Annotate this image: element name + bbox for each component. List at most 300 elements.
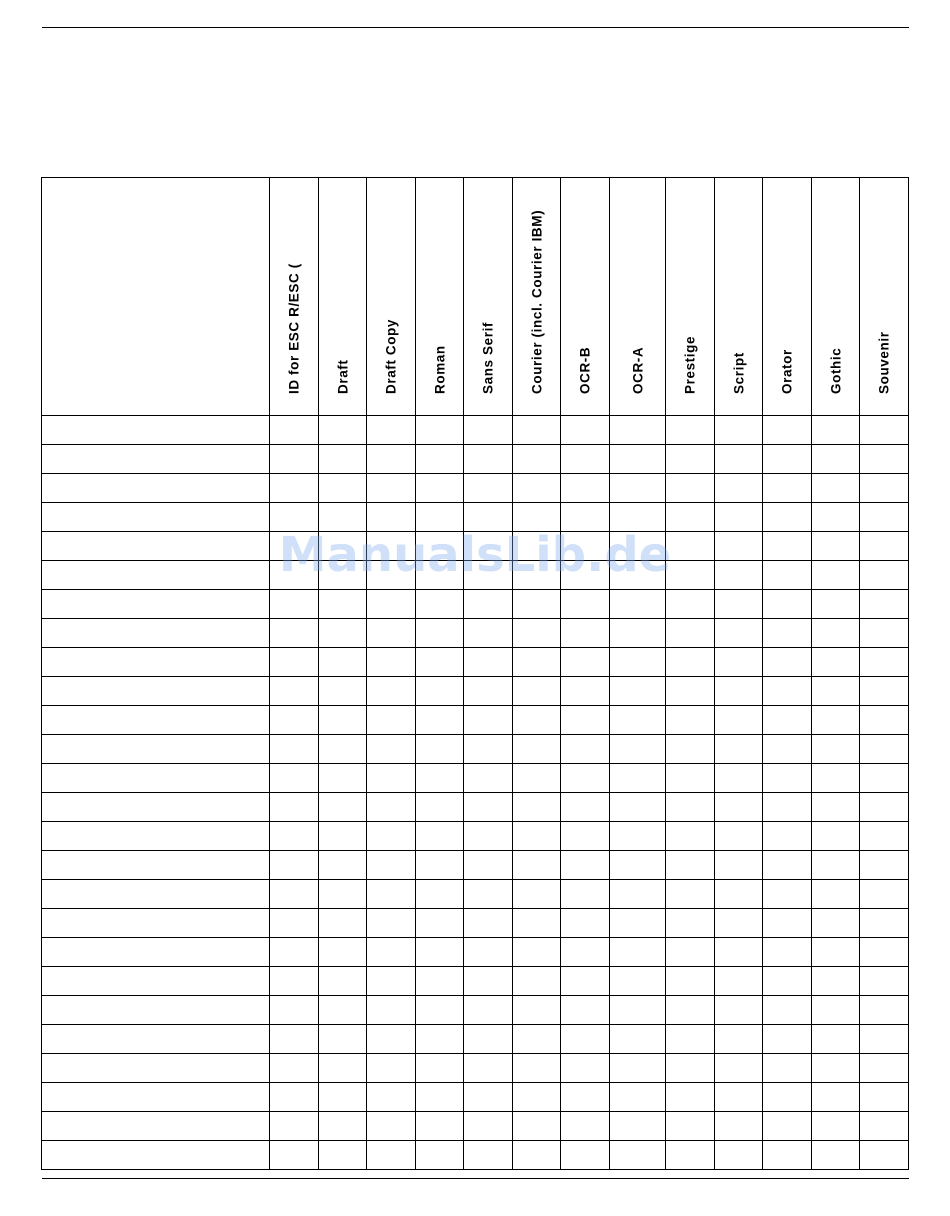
table-cell bbox=[416, 532, 464, 561]
table-cell bbox=[715, 880, 763, 909]
table-cell bbox=[666, 1054, 715, 1083]
table-cell bbox=[860, 1112, 909, 1141]
table-cell bbox=[464, 1112, 513, 1141]
table-row bbox=[42, 735, 909, 764]
table-cell bbox=[715, 851, 763, 880]
table-cell bbox=[610, 561, 666, 590]
font-table bbox=[41, 177, 909, 1170]
table-cell bbox=[513, 822, 561, 851]
table-cell bbox=[666, 706, 715, 735]
table-cell bbox=[367, 474, 416, 503]
table-cell bbox=[561, 619, 610, 648]
table-cell bbox=[666, 503, 715, 532]
table-cell bbox=[464, 1054, 513, 1083]
table-cell bbox=[812, 474, 860, 503]
table-cell bbox=[416, 735, 464, 764]
row-label-cell bbox=[42, 1112, 270, 1141]
table-cell bbox=[763, 619, 812, 648]
table-cell bbox=[513, 590, 561, 619]
table-cell bbox=[666, 793, 715, 822]
column-header bbox=[513, 178, 561, 416]
table-cell bbox=[715, 822, 763, 851]
table-cell bbox=[464, 822, 513, 851]
table-cell bbox=[416, 648, 464, 677]
table-cell bbox=[561, 967, 610, 996]
table-cell bbox=[812, 590, 860, 619]
table-cell bbox=[812, 677, 860, 706]
table-cell bbox=[464, 706, 513, 735]
table-cell bbox=[319, 590, 367, 619]
table-cell bbox=[416, 822, 464, 851]
table-cell bbox=[319, 503, 367, 532]
table-cell bbox=[319, 822, 367, 851]
table-cell bbox=[666, 474, 715, 503]
table-cell bbox=[610, 996, 666, 1025]
table-cell bbox=[270, 909, 319, 938]
table-cell bbox=[367, 416, 416, 445]
table-row bbox=[42, 590, 909, 619]
table-cell bbox=[464, 909, 513, 938]
table-cell bbox=[416, 706, 464, 735]
table-cell bbox=[812, 880, 860, 909]
table-cell bbox=[464, 735, 513, 764]
table-cell bbox=[561, 851, 610, 880]
table-cell bbox=[561, 677, 610, 706]
table-cell bbox=[715, 1025, 763, 1054]
table-cell bbox=[666, 1083, 715, 1112]
table-cell bbox=[319, 938, 367, 967]
table-cell bbox=[513, 967, 561, 996]
table-row bbox=[42, 445, 909, 474]
table-cell bbox=[561, 503, 610, 532]
table-cell bbox=[319, 1141, 367, 1170]
table-cell bbox=[812, 416, 860, 445]
table-cell bbox=[610, 474, 666, 503]
table-cell bbox=[666, 1141, 715, 1170]
table-cell bbox=[513, 561, 561, 590]
table-cell bbox=[513, 416, 561, 445]
table-cell bbox=[367, 996, 416, 1025]
table-cell bbox=[367, 735, 416, 764]
table-cell bbox=[763, 474, 812, 503]
table-cell bbox=[561, 1083, 610, 1112]
table-cell bbox=[367, 1112, 416, 1141]
table-row bbox=[42, 677, 909, 706]
table-row bbox=[42, 706, 909, 735]
row-label-cell bbox=[42, 938, 270, 967]
table-cell bbox=[464, 764, 513, 793]
table-cell bbox=[561, 648, 610, 677]
table-cell bbox=[513, 1054, 561, 1083]
table-cell bbox=[416, 503, 464, 532]
table-cell bbox=[610, 735, 666, 764]
table-cell bbox=[416, 909, 464, 938]
row-label-cell bbox=[42, 735, 270, 764]
table-cell bbox=[666, 735, 715, 764]
table-cell bbox=[367, 851, 416, 880]
table-cell bbox=[270, 1112, 319, 1141]
header-blank-cell bbox=[42, 178, 270, 416]
table-row bbox=[42, 648, 909, 677]
table-cell bbox=[715, 996, 763, 1025]
row-label-cell bbox=[42, 561, 270, 590]
table-cell bbox=[513, 880, 561, 909]
table-cell bbox=[763, 793, 812, 822]
table-cell bbox=[610, 445, 666, 474]
table-cell bbox=[416, 1025, 464, 1054]
table-cell bbox=[270, 1141, 319, 1170]
table-cell bbox=[763, 532, 812, 561]
table-cell bbox=[416, 677, 464, 706]
table-cell bbox=[319, 1112, 367, 1141]
table-cell bbox=[860, 590, 909, 619]
row-label-cell bbox=[42, 909, 270, 938]
row-label-cell bbox=[42, 474, 270, 503]
table-cell bbox=[812, 532, 860, 561]
table-cell bbox=[715, 590, 763, 619]
column-header bbox=[561, 178, 610, 416]
table-cell bbox=[812, 851, 860, 880]
table-row bbox=[42, 619, 909, 648]
table-cell bbox=[610, 909, 666, 938]
column-header bbox=[610, 178, 666, 416]
table-cell bbox=[319, 474, 367, 503]
table-cell bbox=[763, 909, 812, 938]
table-cell bbox=[513, 1112, 561, 1141]
table-cell bbox=[860, 822, 909, 851]
table-cell bbox=[610, 416, 666, 445]
row-label-cell bbox=[42, 996, 270, 1025]
row-label-cell bbox=[42, 967, 270, 996]
table-cell bbox=[319, 1025, 367, 1054]
table-cell bbox=[270, 648, 319, 677]
table-cell bbox=[666, 619, 715, 648]
table-cell bbox=[464, 1141, 513, 1170]
table-cell bbox=[319, 532, 367, 561]
table-cell bbox=[416, 764, 464, 793]
table-row bbox=[42, 1141, 909, 1170]
table-cell bbox=[416, 445, 464, 474]
table-cell bbox=[860, 967, 909, 996]
table-cell bbox=[270, 764, 319, 793]
table-cell bbox=[367, 532, 416, 561]
table-cell bbox=[561, 735, 610, 764]
row-label-cell bbox=[42, 445, 270, 474]
row-label-cell bbox=[42, 648, 270, 677]
table-cell bbox=[860, 503, 909, 532]
table-cell bbox=[666, 967, 715, 996]
table-cell bbox=[763, 561, 812, 590]
table-cell bbox=[812, 1054, 860, 1083]
table-cell bbox=[860, 793, 909, 822]
table-cell bbox=[610, 619, 666, 648]
table-cell bbox=[763, 880, 812, 909]
table-cell bbox=[561, 590, 610, 619]
table-row bbox=[42, 822, 909, 851]
table-cell bbox=[763, 822, 812, 851]
table-cell bbox=[319, 416, 367, 445]
table-cell bbox=[513, 677, 561, 706]
table-cell bbox=[812, 648, 860, 677]
table-cell bbox=[513, 532, 561, 561]
table-cell bbox=[812, 1141, 860, 1170]
table-cell bbox=[666, 416, 715, 445]
table-cell bbox=[860, 1141, 909, 1170]
table-cell bbox=[860, 764, 909, 793]
table-cell bbox=[812, 561, 860, 590]
table-cell bbox=[270, 822, 319, 851]
table-cell bbox=[860, 851, 909, 880]
table-cell bbox=[763, 706, 812, 735]
table-cell bbox=[610, 648, 666, 677]
table-cell bbox=[464, 677, 513, 706]
column-header-label: Souvenir bbox=[876, 330, 892, 394]
table-row bbox=[42, 1112, 909, 1141]
table-cell bbox=[319, 561, 367, 590]
table-cell bbox=[715, 967, 763, 996]
table-cell bbox=[367, 1141, 416, 1170]
table-cell bbox=[367, 1083, 416, 1112]
table-cell bbox=[367, 677, 416, 706]
table-cell bbox=[319, 967, 367, 996]
row-label-cell bbox=[42, 503, 270, 532]
column-header-label: ID for ESC R/ESC ( bbox=[286, 262, 302, 394]
table-cell bbox=[270, 677, 319, 706]
table-cell bbox=[860, 445, 909, 474]
table-cell bbox=[513, 619, 561, 648]
table-cell bbox=[513, 851, 561, 880]
table-cell bbox=[561, 880, 610, 909]
table-cell bbox=[812, 735, 860, 764]
table-row bbox=[42, 1025, 909, 1054]
table-cell bbox=[464, 503, 513, 532]
table-cell bbox=[610, 938, 666, 967]
row-label-cell bbox=[42, 1054, 270, 1083]
table-cell bbox=[715, 503, 763, 532]
table-cell bbox=[610, 1025, 666, 1054]
table-cell bbox=[715, 1054, 763, 1083]
row-label-cell bbox=[42, 532, 270, 561]
table-cell bbox=[763, 967, 812, 996]
table-cell bbox=[319, 764, 367, 793]
row-label-cell bbox=[42, 590, 270, 619]
table-cell bbox=[464, 532, 513, 561]
table-cell bbox=[860, 416, 909, 445]
column-header-label: Roman bbox=[431, 344, 447, 394]
table-cell bbox=[860, 677, 909, 706]
table-cell bbox=[666, 561, 715, 590]
table-cell bbox=[610, 880, 666, 909]
table-cell bbox=[464, 1025, 513, 1054]
table-cell bbox=[367, 764, 416, 793]
table-cell bbox=[464, 938, 513, 967]
top-rule bbox=[42, 27, 909, 28]
table-cell bbox=[860, 938, 909, 967]
table-cell bbox=[319, 706, 367, 735]
table-cell bbox=[860, 532, 909, 561]
table-cell bbox=[416, 996, 464, 1025]
table-cell bbox=[812, 1025, 860, 1054]
column-header-label: Gothic bbox=[827, 347, 843, 394]
table-cell bbox=[270, 503, 319, 532]
table-row bbox=[42, 1083, 909, 1112]
table-cell bbox=[666, 764, 715, 793]
row-label-cell bbox=[42, 764, 270, 793]
table-cell bbox=[763, 851, 812, 880]
table-cell bbox=[715, 619, 763, 648]
table-cell bbox=[464, 416, 513, 445]
table-cell bbox=[464, 967, 513, 996]
table-cell bbox=[270, 561, 319, 590]
column-header-label: Draft Copy bbox=[383, 318, 399, 394]
table-cell bbox=[610, 503, 666, 532]
table-cell bbox=[513, 648, 561, 677]
table-cell bbox=[763, 1141, 812, 1170]
table-cell bbox=[270, 445, 319, 474]
table-cell bbox=[860, 909, 909, 938]
table-cell bbox=[319, 648, 367, 677]
table-cell bbox=[319, 677, 367, 706]
table-cell bbox=[319, 909, 367, 938]
table-cell bbox=[367, 938, 416, 967]
table-cell bbox=[666, 677, 715, 706]
table-cell bbox=[812, 1112, 860, 1141]
table-cell bbox=[367, 619, 416, 648]
table-row bbox=[42, 967, 909, 996]
table-cell bbox=[610, 532, 666, 561]
table-cell bbox=[610, 764, 666, 793]
table-cell bbox=[860, 706, 909, 735]
table-cell bbox=[367, 967, 416, 996]
table-cell bbox=[763, 1054, 812, 1083]
table-row bbox=[42, 1054, 909, 1083]
table-row bbox=[42, 416, 909, 445]
column-header bbox=[763, 178, 812, 416]
table-cell bbox=[561, 474, 610, 503]
column-header-label: Sans Serif bbox=[480, 321, 496, 394]
table-row bbox=[42, 764, 909, 793]
table-cell bbox=[715, 706, 763, 735]
column-header bbox=[715, 178, 763, 416]
table-cell bbox=[610, 1054, 666, 1083]
table-cell bbox=[513, 735, 561, 764]
table-cell bbox=[763, 503, 812, 532]
table-cell bbox=[464, 445, 513, 474]
row-label-cell bbox=[42, 851, 270, 880]
table-cell bbox=[561, 909, 610, 938]
table-cell bbox=[610, 793, 666, 822]
table-cell bbox=[715, 938, 763, 967]
table-cell bbox=[464, 996, 513, 1025]
table-body bbox=[42, 416, 909, 1170]
table-cell bbox=[812, 967, 860, 996]
table-cell bbox=[715, 909, 763, 938]
table-cell bbox=[763, 996, 812, 1025]
table-cell bbox=[319, 445, 367, 474]
table-cell bbox=[666, 445, 715, 474]
table-cell bbox=[270, 1054, 319, 1083]
table-cell bbox=[561, 793, 610, 822]
column-header-label: Courier (incl. Courier IBM) bbox=[528, 209, 544, 394]
table-cell bbox=[666, 590, 715, 619]
table-cell bbox=[416, 561, 464, 590]
table-cell bbox=[610, 677, 666, 706]
table-cell bbox=[860, 1054, 909, 1083]
table-cell bbox=[561, 1112, 610, 1141]
table-cell bbox=[319, 1054, 367, 1083]
table-cell bbox=[513, 938, 561, 967]
row-label-cell bbox=[42, 706, 270, 735]
table-cell bbox=[367, 909, 416, 938]
table-cell bbox=[666, 1112, 715, 1141]
table-cell bbox=[812, 822, 860, 851]
table-cell bbox=[367, 503, 416, 532]
table-cell bbox=[860, 880, 909, 909]
table-cell bbox=[270, 416, 319, 445]
table-cell bbox=[270, 851, 319, 880]
table-cell bbox=[464, 474, 513, 503]
table-cell bbox=[270, 1083, 319, 1112]
table-cell bbox=[270, 474, 319, 503]
table-cell bbox=[367, 561, 416, 590]
table-cell bbox=[715, 561, 763, 590]
table-cell bbox=[319, 1083, 367, 1112]
table-cell bbox=[763, 1083, 812, 1112]
table-cell bbox=[513, 474, 561, 503]
table-cell bbox=[860, 735, 909, 764]
table-cell bbox=[270, 590, 319, 619]
table-cell bbox=[513, 503, 561, 532]
table-cell bbox=[860, 648, 909, 677]
table-cell bbox=[513, 764, 561, 793]
table-cell bbox=[561, 996, 610, 1025]
table-row bbox=[42, 996, 909, 1025]
table-cell bbox=[666, 532, 715, 561]
table-cell bbox=[270, 967, 319, 996]
table-cell bbox=[416, 851, 464, 880]
table-cell bbox=[416, 474, 464, 503]
table-cell bbox=[763, 648, 812, 677]
table-cell bbox=[513, 1083, 561, 1112]
table-cell bbox=[715, 1083, 763, 1112]
table-cell bbox=[763, 590, 812, 619]
table-row bbox=[42, 561, 909, 590]
table-cell bbox=[561, 1054, 610, 1083]
table-cell bbox=[270, 1025, 319, 1054]
table-cell bbox=[513, 706, 561, 735]
table-cell bbox=[464, 1083, 513, 1112]
table-cell bbox=[610, 1112, 666, 1141]
column-header-label: OCR-A bbox=[629, 346, 645, 394]
table-cell bbox=[319, 735, 367, 764]
table-cell bbox=[416, 619, 464, 648]
table-cell bbox=[464, 619, 513, 648]
table-row bbox=[42, 474, 909, 503]
column-header-label: Prestige bbox=[682, 335, 698, 394]
table-cell bbox=[860, 561, 909, 590]
table-cell bbox=[513, 909, 561, 938]
table-cell bbox=[666, 648, 715, 677]
table-cell bbox=[270, 619, 319, 648]
table-cell bbox=[715, 764, 763, 793]
table-cell bbox=[270, 735, 319, 764]
table-cell bbox=[860, 619, 909, 648]
table-cell bbox=[812, 503, 860, 532]
table-cell bbox=[561, 764, 610, 793]
table-cell bbox=[812, 619, 860, 648]
table-row bbox=[42, 503, 909, 532]
table-cell bbox=[610, 1083, 666, 1112]
